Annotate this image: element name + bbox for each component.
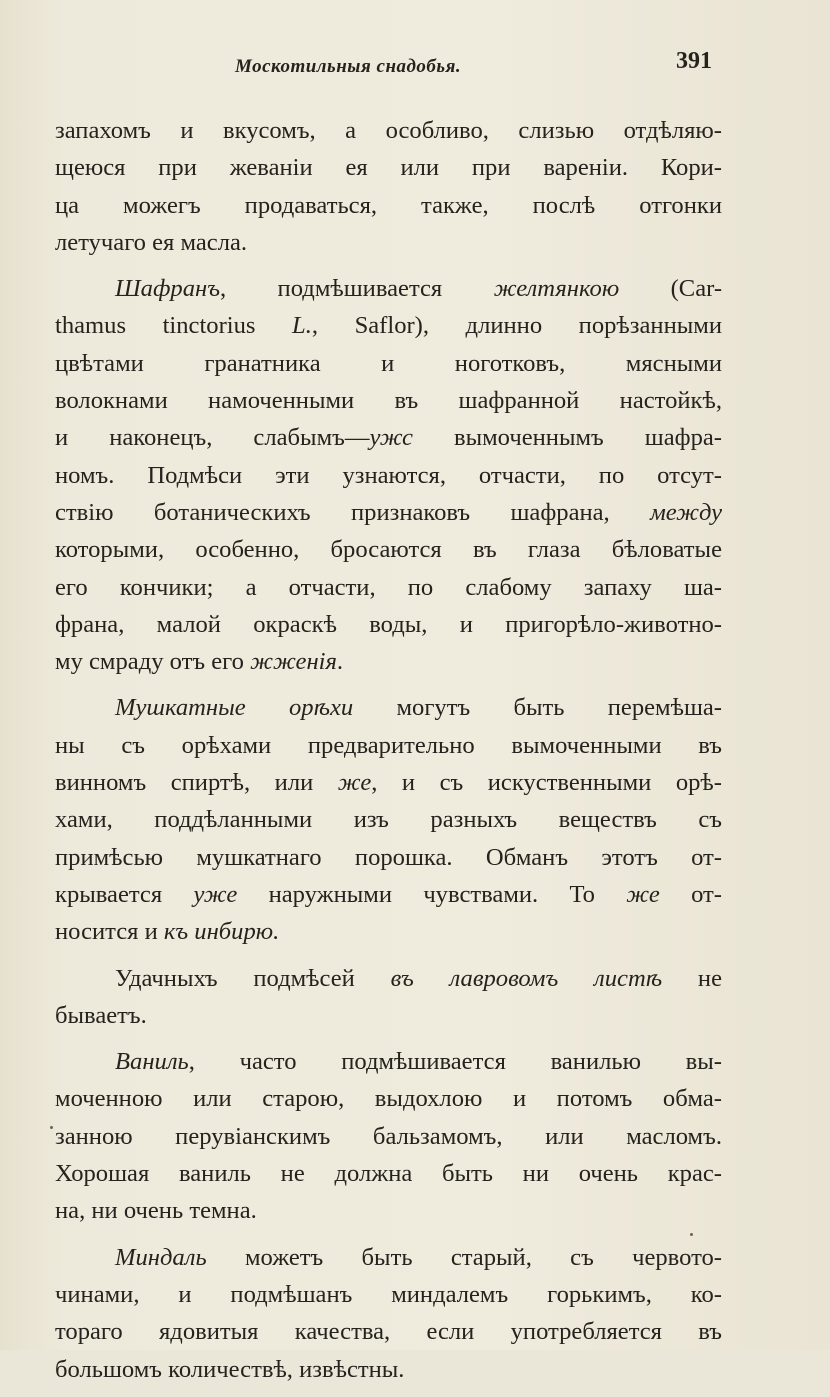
- paragraph: [55, 960, 722, 1035]
- italic-text-segment: Шафранъ: [115, 275, 220, 303]
- text-line: [55, 382, 722, 419]
- text-segment: и наконецъ, слабымъ—: [55, 424, 370, 452]
- text-segment: , и съ искуственными орѣ-: [371, 769, 722, 797]
- paper-speck: [690, 1233, 693, 1236]
- text-segment: запахомъ и вкусомъ, а особливо, слизью отдѣляю-: [55, 117, 722, 144]
- text-segment: винномъ спиртѣ, или: [55, 769, 338, 797]
- text-segment: му смраду отъ его: [55, 648, 251, 676]
- italic-text-segment: между: [650, 498, 722, 526]
- text-segment: Удачныхъ подмѣсей: [115, 964, 391, 992]
- text-line: [55, 643, 722, 680]
- italic-text-segment: къ инбирю.: [163, 918, 280, 946]
- text-line: [55, 345, 722, 382]
- text-line: [55, 801, 722, 838]
- text-segment: (Car-: [619, 275, 723, 303]
- body-text: [55, 112, 722, 1397]
- text-segment: его кончики; а отчасти, по слабому запаху ша-: [55, 573, 722, 601]
- text-segment: .: [336, 648, 344, 676]
- italic-text-segment: же: [626, 880, 660, 908]
- text-segment: франа, малой окраскѣ воды, и пригорѣло-животно-: [55, 610, 722, 638]
- text-line: [55, 270, 722, 307]
- text-segment: на, ни очень темна.: [55, 1197, 257, 1225]
- page-header: [0, 46, 830, 96]
- text-segment: не: [662, 964, 723, 992]
- text-line: [55, 764, 722, 801]
- text-line: [55, 1313, 722, 1350]
- text-segment: летучаго ея масла.: [55, 228, 248, 256]
- running-head: Москотильныя снадобья.: [235, 56, 462, 77]
- text-segment: ца можегъ продаваться, также, послѣ отгонки: [55, 191, 722, 219]
- paragraph: [55, 1043, 722, 1229]
- text-segment: хами, поддѣланными изъ разныхъ веществъ съ: [55, 806, 722, 834]
- text-line: [55, 457, 722, 494]
- text-segment: большомъ количествѣ, извѣстны.: [55, 1355, 405, 1383]
- text-segment: чинами, и подмѣшанъ миндалемъ горькимъ, ко-: [55, 1280, 722, 1308]
- text-segment: занною перувіанскимъ бальзамомъ, или масломъ.: [55, 1122, 722, 1150]
- text-line: [55, 1239, 722, 1276]
- text-line: [55, 1192, 722, 1229]
- text-line: [55, 913, 722, 950]
- paragraph: [55, 689, 722, 950]
- text-line: [55, 1118, 722, 1155]
- text-segment: крывается: [55, 880, 194, 908]
- text-line: [55, 1155, 722, 1192]
- text-segment: ствію ботаническихъ признаковъ шафрана,: [55, 498, 651, 526]
- text-line: [55, 1351, 722, 1388]
- italic-text-segment: уже: [193, 880, 238, 908]
- text-line: [55, 187, 722, 224]
- text-segment: Хорошая ваниль не должна быть ни очень крас-: [55, 1160, 722, 1188]
- text-line: [55, 1276, 722, 1313]
- paragraph: [55, 270, 722, 680]
- paragraph: [55, 112, 722, 261]
- text-line: [55, 960, 722, 997]
- italic-text-segment: въ лавровомъ листѣ: [390, 964, 663, 992]
- italic-text-segment: L.: [292, 312, 312, 340]
- text-segment: ны съ орѣхами предварительно вымоченными въ: [55, 731, 722, 759]
- text-line: [55, 1080, 722, 1117]
- text-line: [55, 569, 722, 606]
- text-line: [55, 419, 722, 456]
- paragraph: [55, 1239, 722, 1388]
- text-segment: thamus tinctorius: [55, 312, 293, 340]
- text-segment: носится и: [55, 918, 164, 946]
- text-line: [55, 307, 722, 344]
- text-line: [55, 224, 722, 261]
- text-segment: могутъ быть перемѣша-: [353, 694, 722, 722]
- text-segment: бываетъ.: [55, 1001, 147, 1029]
- text-line: [55, 606, 722, 643]
- text-line: [55, 727, 722, 764]
- italic-text-segment: желтянкою: [493, 275, 620, 303]
- text-segment: от-: [659, 880, 722, 908]
- text-segment: тораго ядовитыя качества, если употребляется въ: [55, 1318, 722, 1346]
- italic-text-segment: Миндаль: [115, 1243, 207, 1271]
- text-segment: волокнами намоченными въ шафранной настойкѣ,: [55, 387, 722, 415]
- text-segment: примѣсью мушкатнаго порошка. Обманъ этотъ от-: [55, 843, 722, 871]
- text-line: [55, 494, 722, 531]
- text-segment: номъ. Подмѣси эти узнаются, отчасти, по отсут-: [55, 461, 722, 489]
- text-line: [55, 839, 722, 876]
- text-line: [55, 689, 722, 726]
- text-line: [55, 112, 722, 149]
- text-segment: моченною или старою, выдохлою и потомъ обма-: [55, 1085, 722, 1113]
- text-line: [55, 531, 722, 568]
- text-segment: , Saflor), длинно порѣзанными: [311, 312, 722, 340]
- text-segment: цвѣтами гранатника и ноготковъ, мясными: [55, 349, 722, 377]
- text-line: [55, 876, 722, 913]
- page-number: 391: [676, 48, 712, 74]
- text-segment: которыми, особенно, бросаются въ глаза бѣловатые: [55, 536, 722, 564]
- italic-text-segment: Ваниль: [115, 1048, 189, 1076]
- italic-text-segment: же: [337, 769, 372, 797]
- italic-text-segment: ужс: [369, 424, 413, 452]
- paper-speck: [50, 1126, 53, 1129]
- text-segment: щеюся при жеваніи ея или при вареніи. Кори-: [55, 154, 722, 182]
- text-segment: можетъ быть старый, съ червото-: [206, 1243, 722, 1271]
- text-line: [55, 997, 722, 1034]
- text-segment: , подмѣшивается: [219, 275, 494, 303]
- text-segment: наружными чувствами. То: [237, 880, 627, 908]
- text-segment: вымоченнымъ шафра-: [412, 424, 722, 452]
- italic-text-segment: жженія: [250, 648, 337, 676]
- text-line: [55, 1043, 722, 1080]
- text-segment: , часто подмѣшивается ванилью вы-: [188, 1048, 722, 1076]
- italic-text-segment: Мушкатные орѣхи: [115, 694, 354, 722]
- text-line: [55, 149, 722, 186]
